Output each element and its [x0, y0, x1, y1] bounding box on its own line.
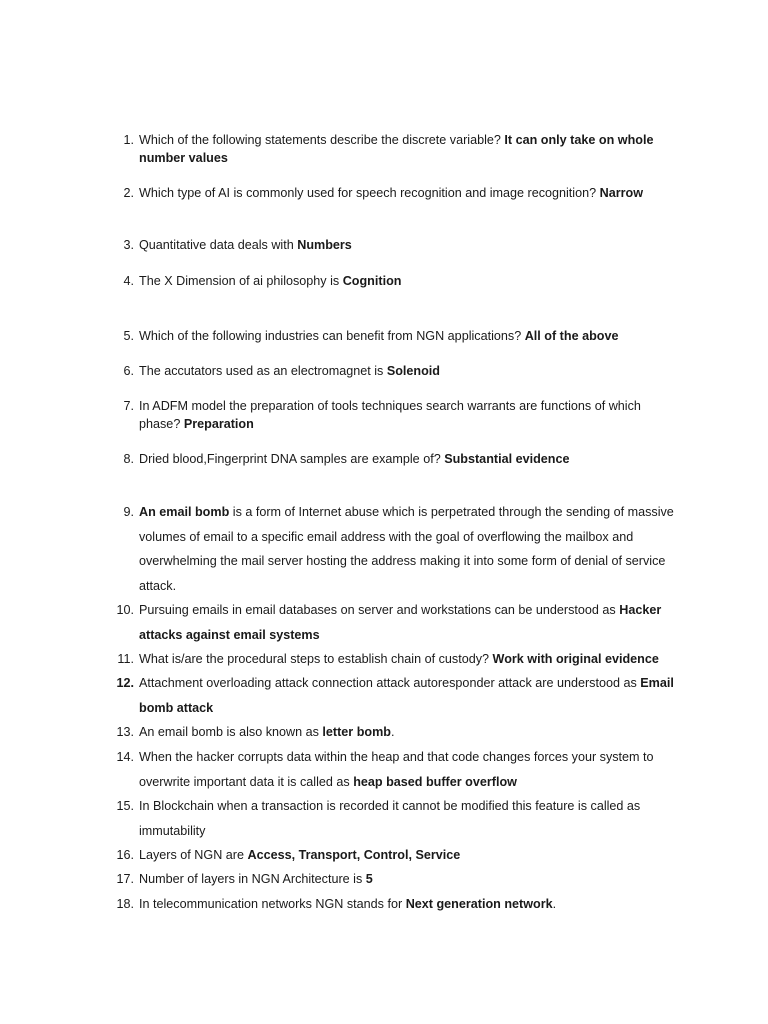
item-text-part: Which type of AI is commonly used for speech recognition and image recognition? [139, 186, 600, 200]
item-number: 12. [116, 676, 134, 690]
item-text-part: The accutators used as an electromagnet is [139, 364, 387, 378]
item-text [139, 184, 679, 202]
item-text [139, 450, 679, 468]
item-text-part: Attachment overloading attack connection attack autoresponder attack are understood as [139, 676, 641, 690]
item-number: 9. [123, 505, 134, 519]
item-text-part: Dried blood,Fingerprint DNA samples are example of? [139, 452, 445, 466]
item-number: 17. [116, 872, 134, 886]
item-text [139, 892, 679, 917]
item-answer: Email bomb attack [139, 676, 674, 715]
item-text-part: In telecommunication networks NGN stands for [139, 897, 406, 911]
item-number: 10. [116, 603, 134, 617]
item-answer: heap based buffer overflow [353, 774, 517, 789]
item-text [139, 500, 679, 598]
item-text-part: An email bomb is also known as [139, 725, 323, 739]
item-text-part: Which of the following industries can benefit from NGN applications? [139, 329, 525, 343]
item-answer: Hacker attacks against email systems [139, 603, 662, 642]
item-text-part: In ADFM model the preparation of tools techniques search warrants are functions of which phase? [139, 399, 641, 431]
item-text [139, 327, 679, 345]
item-answer: Work with original evidence [492, 652, 659, 666]
item-number: 2. [123, 186, 134, 200]
item-answer: Narrow [599, 186, 644, 200]
item-answer: All of the above [524, 329, 619, 343]
item-number: 6. [123, 364, 134, 378]
item-number: 4. [123, 274, 134, 288]
item-text-part: Number of layers in NGN Architecture is [139, 872, 366, 886]
item-answer: Access, Transport, Control, Service [247, 848, 461, 862]
item-answer: An email bomb [139, 505, 230, 519]
item-text [139, 598, 679, 647]
item-text [139, 720, 679, 745]
item-number: 3. [123, 238, 134, 252]
item-number: 15. [116, 799, 134, 813]
item-number: 7. [123, 399, 134, 413]
item-text [139, 131, 679, 167]
item-text-part: Pursuing emails in email databases on server and workstations can be understood as [139, 603, 620, 617]
item-answer: Preparation [183, 417, 254, 431]
item-number: 8. [123, 452, 134, 466]
item-text [139, 794, 679, 843]
item-text [139, 647, 679, 672]
item-text-part: Quantitative data deals with [139, 238, 298, 252]
item-text [139, 867, 679, 892]
item-text [139, 362, 679, 380]
item-text [139, 671, 679, 720]
item-answer: Substantial evidence [444, 452, 570, 466]
item-number: 11. [117, 652, 134, 666]
item-number: 16. [116, 848, 134, 862]
item-number: 5. [123, 329, 134, 343]
item-answer: It can only take on whole number values [139, 133, 654, 165]
item-answer: 5 [365, 872, 373, 886]
item-number: 14. [116, 750, 134, 764]
item-text [139, 745, 679, 794]
item-answer: Cognition [342, 274, 402, 288]
item-text-part: is a form of Internet abuse which is perpetrated through the sending of massive volumes of email to a specific email address with the goal of overflowing the mailbox and overwhelming the mail server hosting the address making it into some form of denial of service attack. [139, 505, 674, 593]
item-text-part: The X Dimension of ai philosophy is [139, 274, 343, 288]
item-text-part: In Blockchain when a transaction is recorded it cannot be modified this feature is called as immutability [139, 799, 641, 838]
item-answer: Solenoid [386, 364, 440, 378]
item-answer: Next generation network [405, 897, 553, 911]
item-number: 13. [116, 725, 134, 739]
item-number: 1. [123, 133, 134, 147]
item-text-part: When the hacker corrupts data within the heap and that code changes forces your system to overwrite important data it is called as [139, 750, 654, 789]
item-number: 18. [116, 897, 134, 911]
item-text [139, 236, 679, 254]
item-text-part: What is/are the procedural steps to establish chain of custody? [139, 652, 493, 666]
item-text [139, 272, 679, 290]
item-text-part: . [390, 725, 395, 739]
item-text-part: . [552, 897, 557, 911]
item-text [139, 843, 679, 868]
item-text-part: Layers of NGN are [139, 848, 248, 862]
item-text-part: Which of the following statements describe the discrete variable? [139, 133, 505, 147]
item-answer: Numbers [297, 238, 352, 252]
item-text [139, 397, 679, 433]
item-answer: letter bomb [322, 725, 391, 739]
